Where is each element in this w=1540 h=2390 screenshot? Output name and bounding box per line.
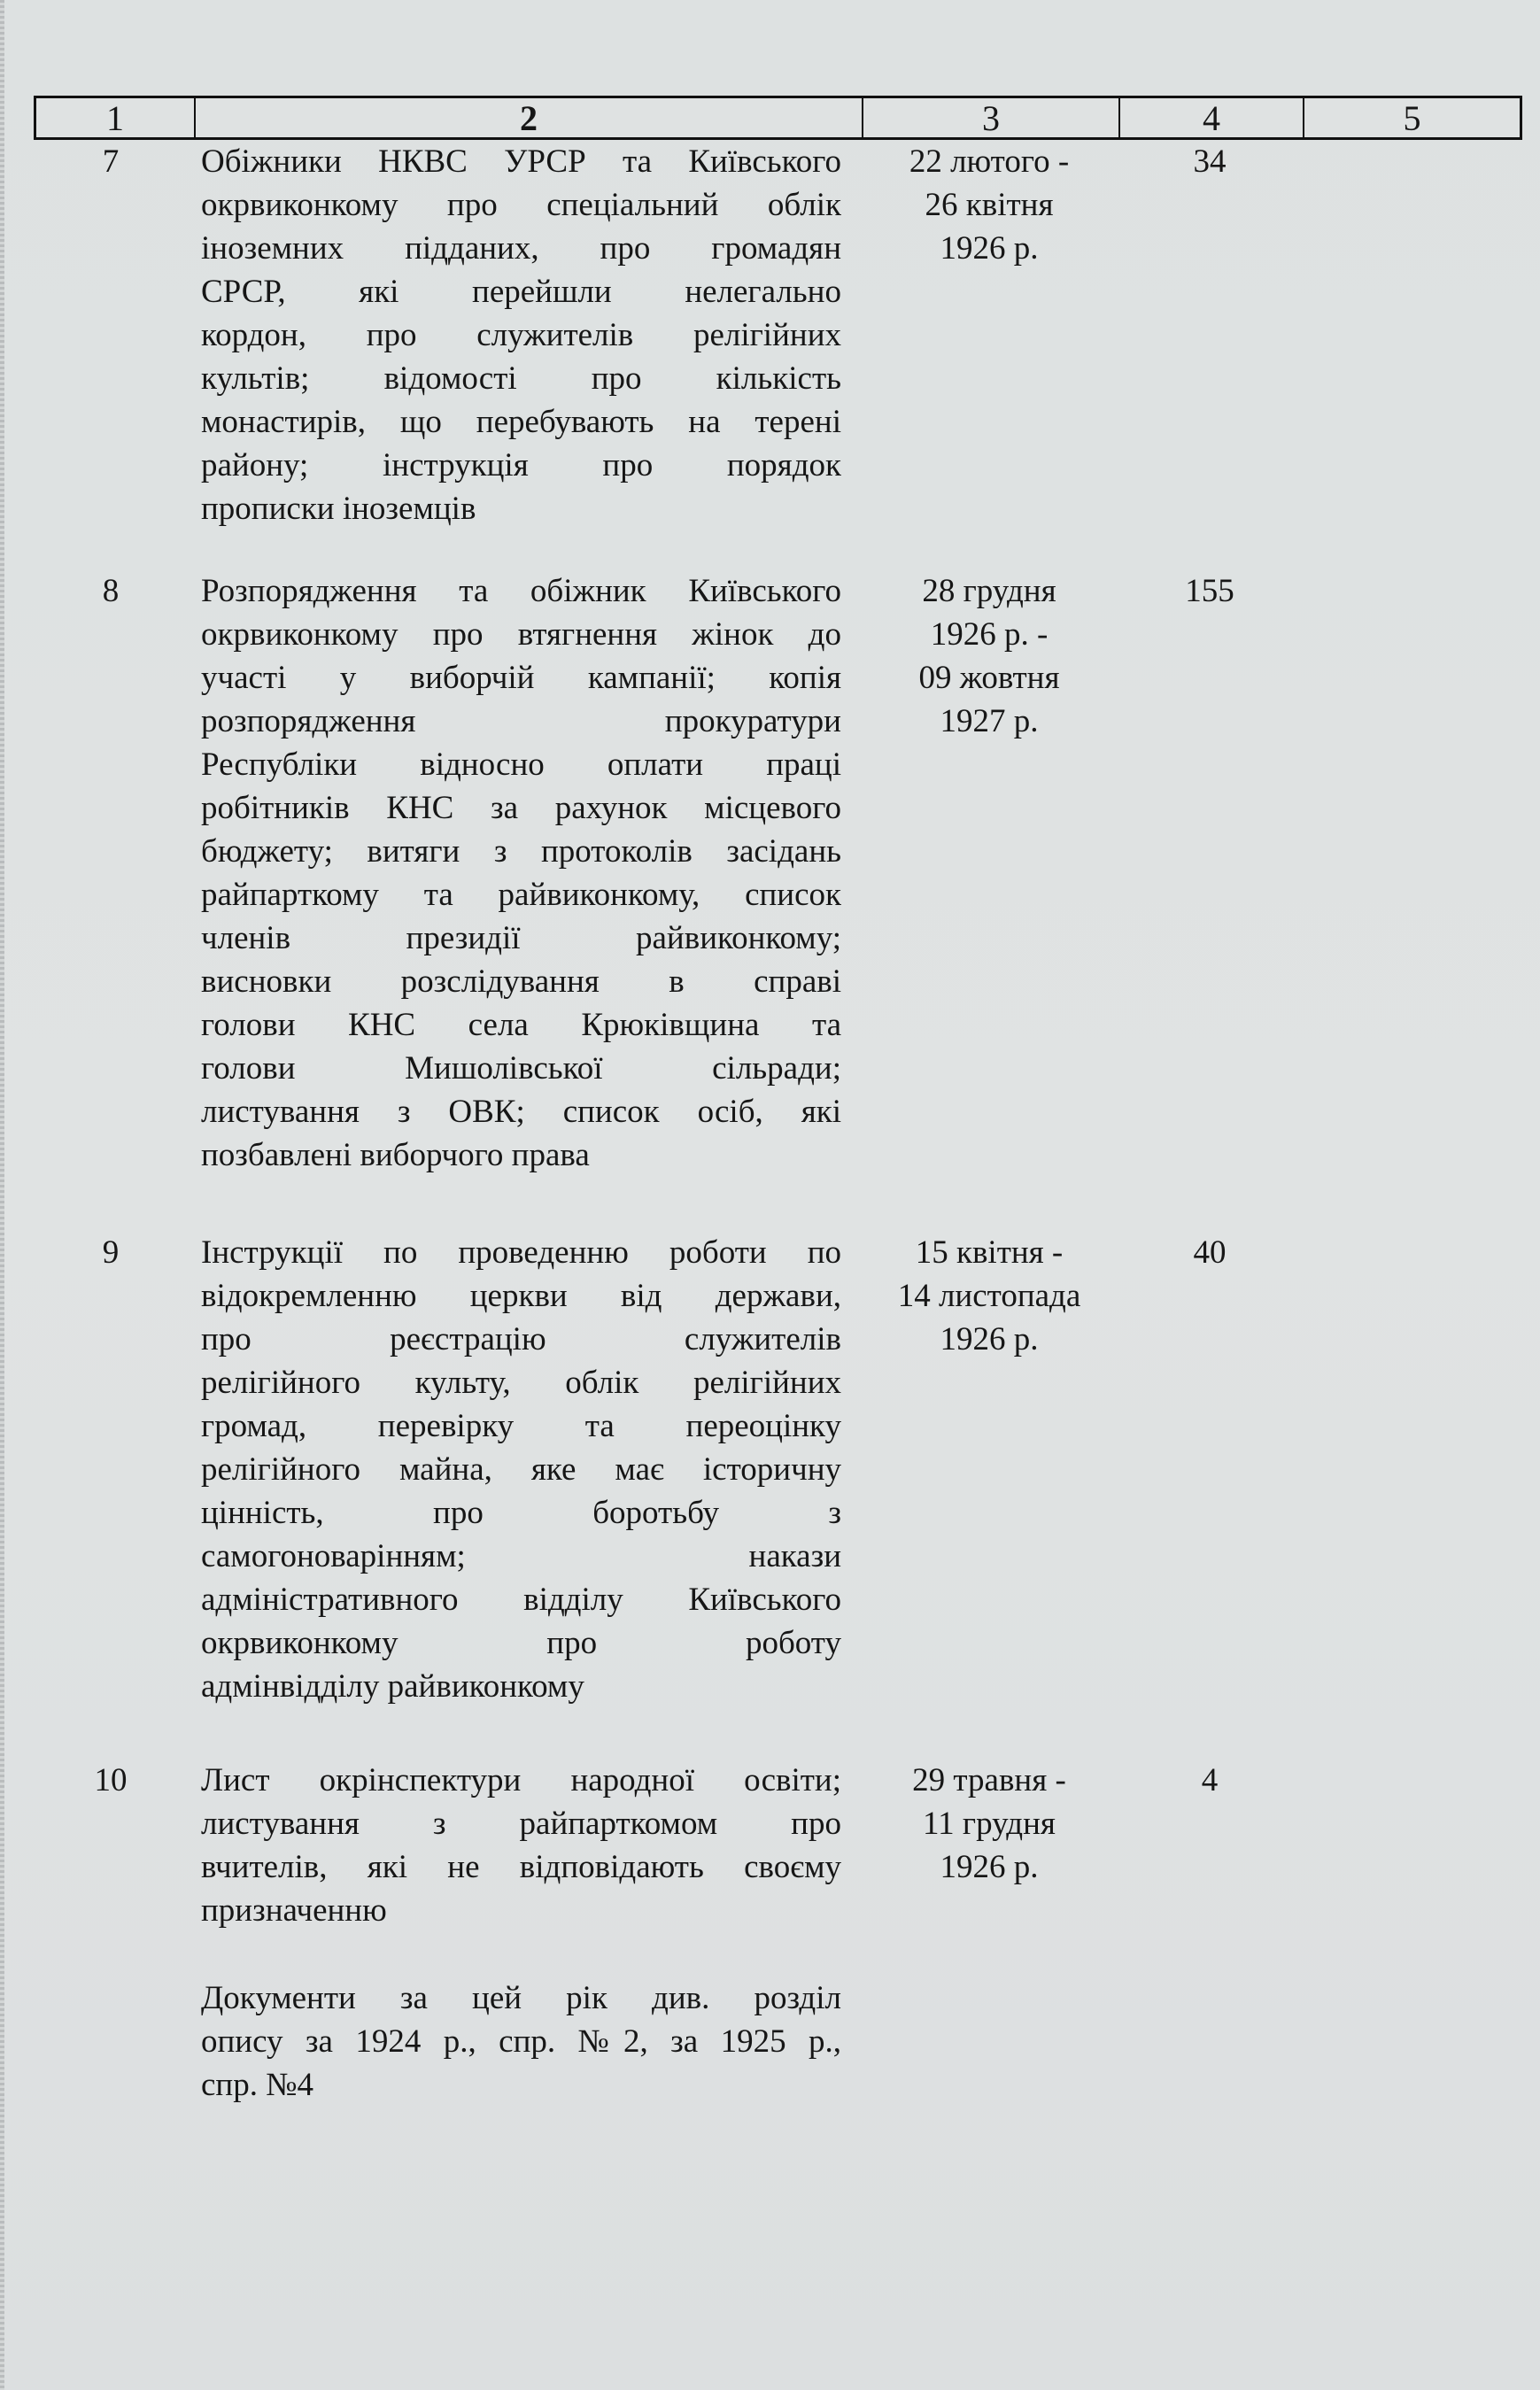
title-line: окрвиконкому про роботу	[201, 1625, 841, 1661]
date-line: 1926 р.	[940, 1321, 1039, 1357]
entry-title	[201, 1231, 841, 1708]
column-header-3: 3	[863, 98, 1120, 137]
date-line: 22 лютого -	[909, 143, 1070, 180]
footnote-line: спр. №4	[201, 2067, 314, 2103]
title-line: членів президії райвиконкому;	[201, 920, 841, 956]
date-line: 26 квітня	[925, 187, 1054, 223]
date-line: 11 грудня	[923, 1806, 1056, 1842]
date-line: 28 грудня	[922, 573, 1056, 609]
date-line: 14 листопада	[897, 1278, 1081, 1314]
title-line: району; інструкція про порядок	[201, 447, 841, 483]
title-line: висновки розслідування в справі	[201, 963, 841, 1000]
date-line: 1926 р.	[940, 230, 1039, 267]
date-line: 29 травня -	[912, 1762, 1066, 1798]
title-line: СРСР, які перейшли нелегально	[201, 274, 841, 310]
column-header-2: 2	[196, 98, 863, 137]
title-line: голови КНС села Крюківщина та	[201, 1007, 841, 1043]
entry-number: 8	[102, 573, 120, 609]
entry-number: 10	[94, 1762, 128, 1798]
title-line: відокремленню церкви від держави,	[201, 1278, 841, 1314]
entry-dates	[861, 1759, 1118, 1889]
date-line: 1926 р. -	[930, 616, 1049, 653]
title-line: цінність, про боротьбу з	[201, 1495, 841, 1531]
column-header-4: 4	[1120, 98, 1304, 137]
column-header-1: 1	[36, 98, 196, 137]
title-line: окрвиконкому про втягнення жінок до	[201, 616, 841, 653]
date-line: 1926 р.	[940, 1849, 1039, 1885]
entry-sheet-count: 34	[1193, 143, 1227, 180]
entry-number: 7	[102, 143, 120, 180]
entry-dates	[861, 140, 1118, 270]
date-line: 15 квітня -	[915, 1234, 1064, 1271]
title-line: адміністративного відділу Київського	[201, 1582, 841, 1618]
title-line: Республіки відносно оплати праці	[201, 746, 841, 783]
title-line: Інструкції по проведенню роботи по	[201, 1234, 841, 1271]
entry-dates	[861, 569, 1118, 743]
column-header-5: 5	[1403, 97, 1421, 138]
entry-number: 9	[102, 1234, 120, 1271]
title-line: розпорядження прокуратури	[201, 703, 841, 739]
title-line: райпарткому та райвиконкому, список	[201, 877, 841, 913]
title-line: релігійного майна, яке має історичну	[201, 1451, 841, 1488]
title-line: громад, перевірку та переоцінку	[201, 1408, 841, 1444]
entry-dates	[861, 1231, 1118, 1361]
title-line: листування з ОВК; список осіб, які	[201, 1094, 841, 1130]
entry-sheet-count: 4	[1201, 1762, 1219, 1798]
title-line: самогоноварінням; накази	[201, 1538, 841, 1574]
title-line: листування з райпарткомом про	[201, 1806, 841, 1842]
title-line: культів; відомості про кількість	[201, 360, 841, 397]
title-line: кордон, про служителів релігійних	[201, 317, 841, 353]
title-line: адмінвідділу райвиконкому	[201, 1668, 584, 1705]
title-line: іноземних підданих, про громадян	[201, 230, 841, 267]
title-line: позбавлені виборчого права	[201, 1137, 590, 1173]
table-header-row	[34, 96, 1522, 140]
title-line: Лист окрінспектури народної освіти;	[201, 1762, 841, 1798]
entry-sheet-count: 40	[1193, 1234, 1227, 1271]
title-line: про реєстрацію служителів	[201, 1321, 841, 1357]
title-line: бюджету; витяги з протоколів засідань	[201, 833, 841, 870]
title-line: Обіжники НКВС УРСР та Київського	[201, 143, 841, 180]
title-line: участі у виборчій кампанії; копія	[201, 660, 841, 696]
entry-title	[201, 1759, 841, 1932]
title-line: монастирів, що перебувають на терені	[201, 404, 841, 440]
title-line: Розпорядження та обіжник Київського	[201, 573, 841, 609]
title-line: релігійного культу, облік релігійних	[201, 1365, 841, 1401]
date-line: 1927 р.	[940, 703, 1039, 739]
entry-title	[201, 569, 841, 1177]
title-line: прописки іноземців	[201, 491, 476, 527]
date-line: 09 жовтня	[918, 660, 1060, 696]
title-line: вчителів, які не відповідають своєму	[201, 1849, 841, 1885]
footnote-line: Документи за цей рік див. розділ	[201, 1980, 841, 2016]
title-line: голови Мишолівської сільради;	[201, 1050, 841, 1087]
title-line: робітників КНС за рахунок місцевого	[201, 790, 841, 826]
entry-title	[201, 140, 841, 530]
title-line: призначенню	[201, 1892, 387, 1929]
title-line: окрвиконкому про спеціальний облік	[201, 187, 841, 223]
footnote	[201, 1976, 841, 2107]
footnote-line: опису за 1924 р., спр. №2, за 1925 р.,	[201, 2023, 841, 2060]
scan-edge	[0, 0, 4, 2390]
entry-sheet-count: 155	[1185, 573, 1234, 609]
